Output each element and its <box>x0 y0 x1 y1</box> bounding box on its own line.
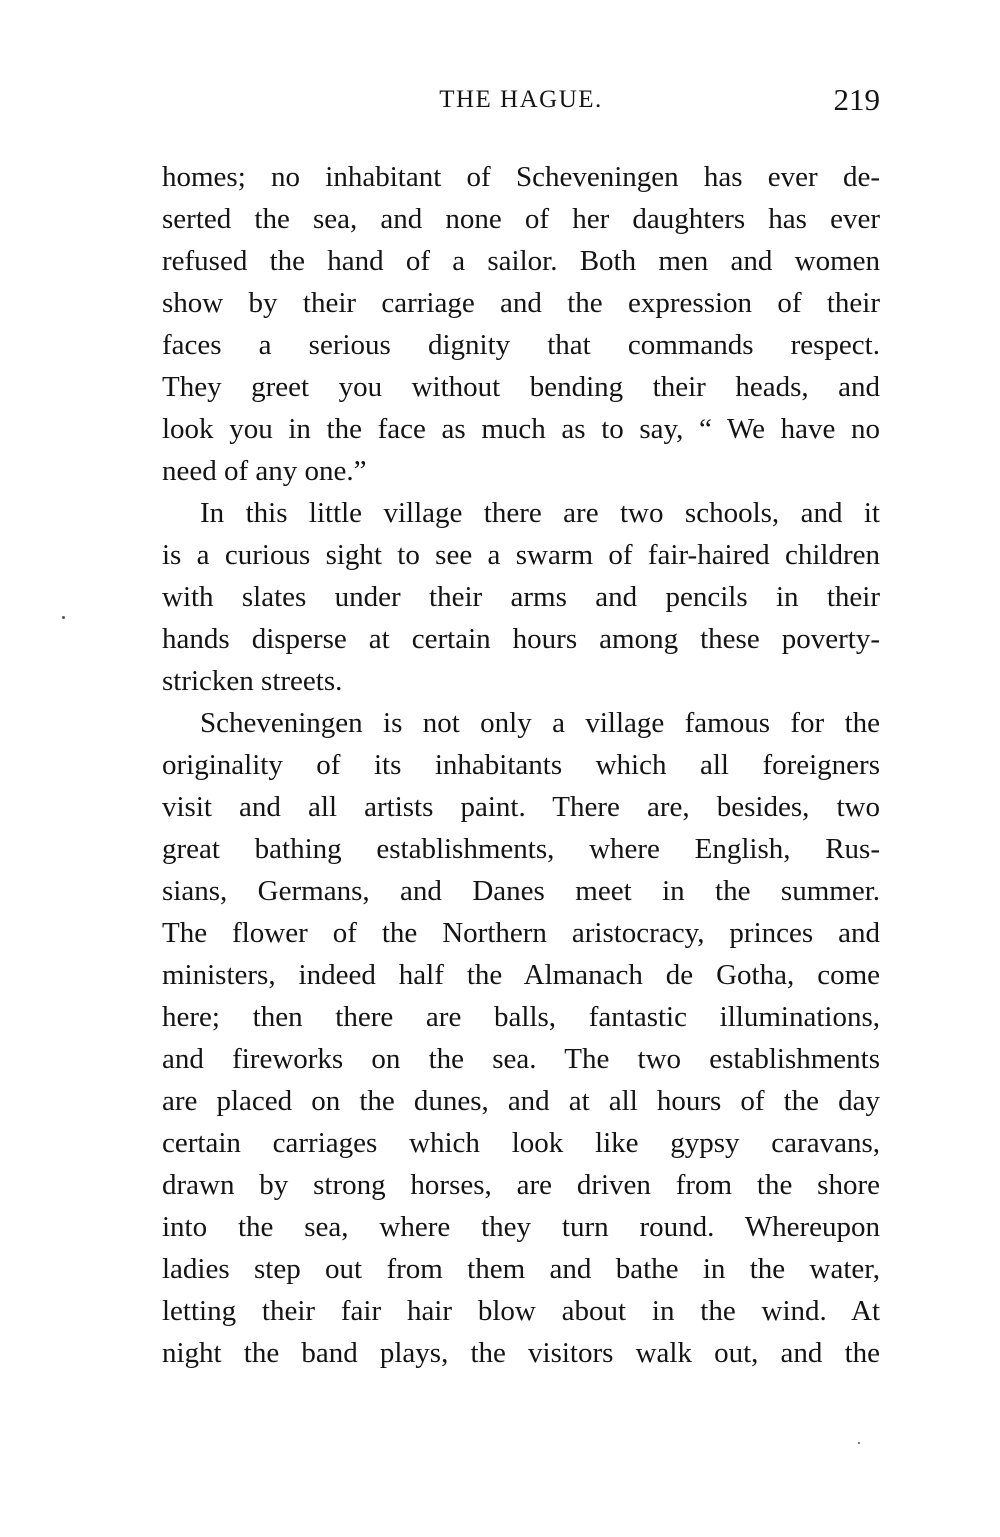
paragraph-1 <box>162 156 880 492</box>
running-head <box>162 82 880 122</box>
text-line: In this little village there are two schools, and it <box>200 497 880 529</box>
scan-speck <box>62 616 65 619</box>
text-line: stricken streets. <box>162 665 343 697</box>
text-line: is a curious sight to see a swarm of fair-haired children <box>162 539 880 571</box>
text-line: here; then there are balls, fantastic illuminations, <box>162 1001 880 1033</box>
paragraph-3 <box>162 702 880 1374</box>
text-line: show by their carriage and the expression of their <box>162 287 880 319</box>
text-line: originality of its inhabitants which all foreigners <box>162 749 880 781</box>
page-number: 219 <box>833 82 880 117</box>
body-text <box>162 156 880 1374</box>
paragraph-2 <box>162 492 880 702</box>
scan-speck <box>858 1442 860 1444</box>
text-line: into the sea, where they turn round. Whereupon <box>162 1211 880 1243</box>
text-line: ladies step out from them and bathe in the water, <box>162 1253 880 1285</box>
text-line: The flower of the Northern aristocracy, princes and <box>162 917 880 949</box>
text-line: refused the hand of a sailor. Both men and women <box>162 245 880 277</box>
text-line: need of any one.” <box>162 455 367 487</box>
running-title: THE HAGUE. <box>439 86 603 113</box>
text-line: look you in the face as much as to say, “ We have no <box>162 413 880 445</box>
text-line: visit and all artists paint. There are, besides, two <box>162 791 880 823</box>
text-line: drawn by strong horses, are driven from the shore <box>162 1169 880 1201</box>
text-line: are placed on the dunes, and at all hours of the day <box>162 1085 880 1117</box>
text-line: hands disperse at certain hours among these poverty- <box>162 623 880 655</box>
text-line: and fireworks on the sea. The two establishments <box>162 1043 880 1075</box>
text-line: faces a serious dignity that commands respect. <box>162 329 880 361</box>
text-line: letting their fair hair blow about in the wind. At <box>162 1295 880 1327</box>
text-line: great bathing establishments, where English, Rus- <box>162 833 880 865</box>
text-line: night the band plays, the visitors walk out, and the <box>162 1337 880 1369</box>
text-line: sians, Germans, and Danes meet in the summer. <box>162 875 880 907</box>
text-line: They greet you without bending their heads, and <box>162 371 880 403</box>
text-line: with slates under their arms and pencils in their <box>162 581 880 613</box>
text-line: ministers, indeed half the Almanach de Gotha, come <box>162 959 880 991</box>
text-line: serted the sea, and none of her daughters has ever <box>162 203 880 235</box>
text-line: Scheveningen is not only a village famous for the <box>200 707 880 739</box>
text-line: homes; no inhabitant of Scheveningen has ever de- <box>162 161 880 193</box>
text-line: certain carriages which look like gypsy caravans, <box>162 1127 880 1159</box>
